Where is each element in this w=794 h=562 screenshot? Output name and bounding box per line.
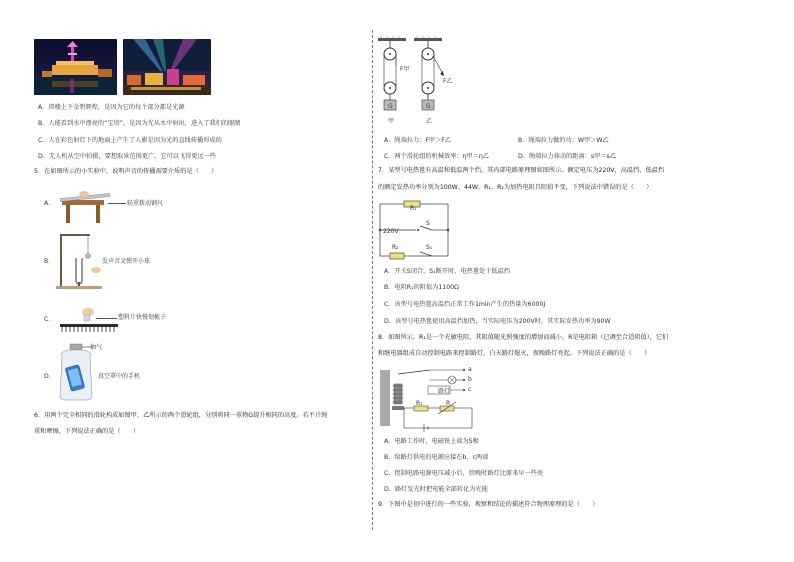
q8-stem-line2: 和继电器组成自动控制电路来控制路灯，白天路灯熄灭，夜晚路灯亮起。下列说法正确的是（ ） <box>378 350 651 357</box>
tuning-fork-figure <box>56 232 108 290</box>
q5-option-c-label: 塑料片快慢划梳子 <box>118 314 167 321</box>
q4-option-c: C．人在彩色射灯下的地面上产生了人影是因为光的直线传播形成的 <box>38 137 222 144</box>
q5-option-d-pump-label: 抽气 <box>90 344 103 351</box>
q8-lamp-label: 路灯 <box>438 388 451 395</box>
pulley-f-yi: F乙 <box>443 78 453 85</box>
q5-option-d-letter: D． <box>44 373 55 380</box>
q7-stem-line1: 7．某型号电热毯有高温和低温两个挡，其内部电路原理图如图所示。额定电压为220V，高温挡、低温挡 <box>378 167 665 174</box>
pulley-g2: G <box>426 103 431 110</box>
comb-figure <box>58 306 120 334</box>
city-lights-photo <box>123 39 211 95</box>
q5-c-leader-line <box>96 318 117 319</box>
q6-stem-line2: 重和摩擦，下列说法正确的是（ ） <box>34 428 140 435</box>
q8-option-c: C．控制电路电源电压减小后，傍晚时路灯比原来早一些亮 <box>384 470 544 477</box>
pulley-label-jia: 甲 <box>388 118 395 125</box>
pulley-g1: G <box>388 103 393 110</box>
q5-a-leader-line <box>108 203 126 204</box>
q8-r-label: R <box>446 400 451 407</box>
q7-stem-line2: 的额定发热功率分别为100W、44W，R₁、R₂为加热电阻且阻值不变，下列说法中错误的是（ ） <box>378 184 653 191</box>
q4-option-d: D．无人机从空中拍摄，要想取景范围更广，它可以飞得更远一些 <box>38 153 217 160</box>
q8-stem-line1: 8．如图所示，R₁是一个光敏电阻，其阻值随光照强度的增加而减小，R是电阻箱（已调至合适阻值），它们 <box>378 334 669 341</box>
q5-option-d-label: 真空罩中的手机 <box>98 373 141 380</box>
q7-option-c: C．该型号电热毯高温挡正常工作1min产生的热量为6000J <box>384 301 546 308</box>
q5-option-c-letter: C． <box>44 316 55 323</box>
q6-option-a: A．绳端拉力：F甲＞F乙 <box>384 137 452 144</box>
tower-night-image <box>34 39 117 95</box>
q5-option-a-letter: A． <box>44 200 55 207</box>
q8-a-label: a <box>468 366 472 373</box>
q7-s-label: S <box>426 220 430 227</box>
q6-option-d: D．绳端拉力移动的距离：s甲＝s乙 <box>518 153 616 160</box>
q8-option-a: A．电路工作时，电磁铁上端为S极 <box>384 438 479 445</box>
q8-c-label: c <box>468 386 472 393</box>
q5-stem: 5．在如图所示的小实验中，说明声音的传播需要介质的是（ ） <box>34 168 218 175</box>
q8-option-d: D．路灯发光时把电能全部转化为光能 <box>384 486 488 493</box>
pulley-label-yi: 乙 <box>426 118 433 125</box>
q7-r2-label: R₂ <box>392 244 399 251</box>
ruler-on-table-figure <box>58 190 118 224</box>
q5-option-b-letter: B． <box>44 258 55 265</box>
q8-option-b: B．给路灯供电的电源应接在b、c两端 <box>384 454 489 461</box>
q6-option-b: B．绳端拉力做的功：W甲＞W乙 <box>518 137 609 144</box>
q8-r1-label: R₁ <box>416 400 423 407</box>
q7-r1-label: R₁ <box>410 205 417 212</box>
q6-option-c: C．两个滑轮组的机械效率：η甲＝η乙 <box>384 153 489 160</box>
q4-option-a: A．塔楼上下金碧辉煌，是因为它的每个部分都是光源 <box>38 104 185 111</box>
tower-night-photo <box>34 39 117 95</box>
city-lights-image <box>123 39 211 95</box>
q5-option-b-label: 发声音叉弹开小球 <box>102 258 151 265</box>
q7-option-a: A．开关S闭合，S₁断开时，电热毯处于低温挡 <box>384 268 510 275</box>
q7-v-label: 220V <box>383 228 399 235</box>
q7-s1-label: S₁ <box>426 244 433 251</box>
q5-option-a-label: 轻重拨动钢尺 <box>127 200 164 207</box>
pulley-f-jia: F甲 <box>400 66 410 73</box>
q9-stem: 9．下图中是初中进行的一些实验，观察和结论的描述符合物理原理的是（ ） <box>378 501 599 508</box>
q4-option-b: B．人能看到水中漂亮的“宝塔”，是因为光从水中射出，进入了我们的眼睛 <box>38 120 241 127</box>
q7-option-d: D．该型号电热毯使用高温挡加热，当实际电压为200V时，其实际发热功率为90W <box>384 318 611 325</box>
column-divider <box>372 30 373 530</box>
q8-b-label: b <box>468 376 472 383</box>
q6-stem-line1: 6．用两个完全相同的滑轮构成如图甲、乙所示的两个滑轮组，分别将同一重物G提升相同的高度。若不计绳 <box>34 412 328 419</box>
q7-option-b: B．电阻R₁的阻值为1100Ω <box>384 284 459 291</box>
